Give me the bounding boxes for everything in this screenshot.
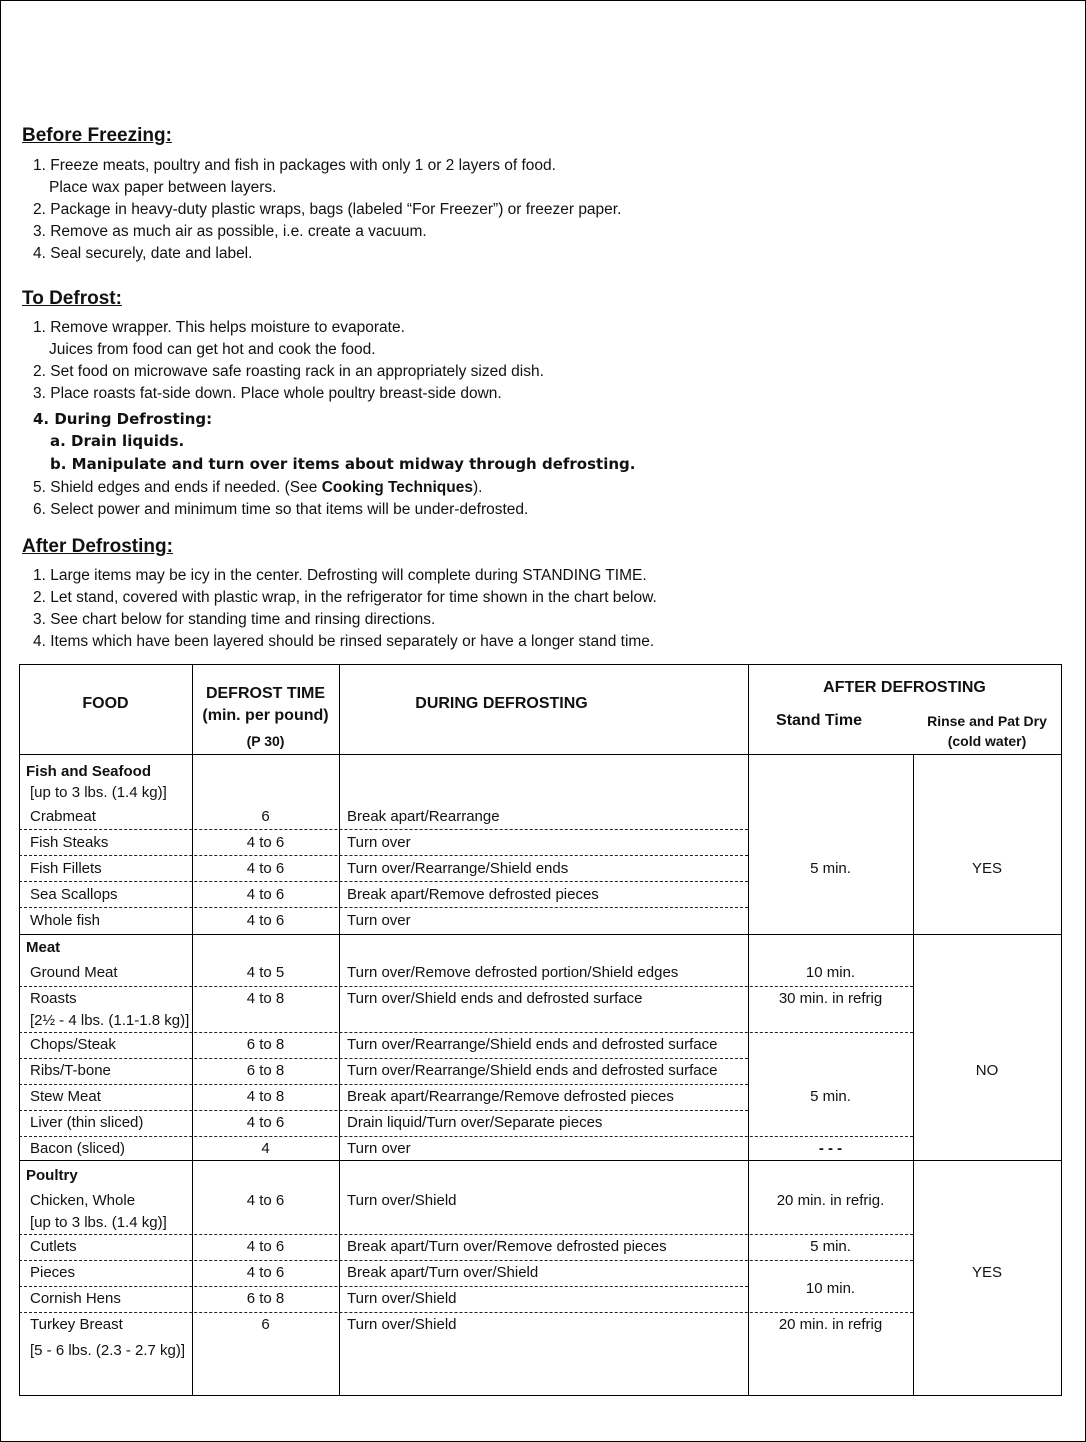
list-item: Place wax paper between layers. — [49, 179, 277, 196]
list-item: 3. See chart below for standing time and rinsing directions. — [33, 611, 436, 628]
food-note: [up to 3 lbs. (1.4 kg)] — [30, 1214, 167, 1231]
list-item: 1. Large items may be icy in the center. Defrosting will complete during STANDING TIME. — [33, 567, 647, 584]
action-cell: Turn over/Shield — [347, 1290, 457, 1307]
header-after: AFTER DEFROSTING — [823, 679, 986, 696]
list-item: 6. Select power and minimum time so that items will be under-defrosted. — [33, 501, 529, 518]
rinse-cell: YES — [971, 1264, 1002, 1281]
row-divider — [19, 1032, 913, 1033]
food-cell: Cutlets — [30, 1238, 77, 1255]
action-cell: Drain liquid/Turn over/Separate pieces — [347, 1114, 603, 1131]
action-cell: Turn over — [347, 912, 411, 929]
time-cell: 6 to 8 — [246, 1290, 285, 1307]
action-cell: Turn over/Rearrange/Shield ends and defrosted surface — [347, 1062, 718, 1079]
food-cell: Turkey Breast — [30, 1316, 123, 1333]
list-item: b. Manipulate and turn over items about midway through defrosting. — [50, 455, 636, 473]
section-note: [up to 3 lbs. (1.4 kg)] — [30, 784, 167, 801]
stand-time-cell: 5 min. — [810, 1088, 851, 1105]
section-divider — [19, 1160, 1061, 1161]
row-divider — [19, 1110, 748, 1111]
time-cell: 4 to 6 — [246, 912, 285, 929]
row-divider — [19, 1136, 913, 1137]
before-freezing-heading: Before Freezing: — [22, 125, 172, 146]
food-cell: Chicken, Whole — [30, 1192, 136, 1209]
list-item: 2. Package in heavy-duty plastic wraps, bags (labeled “For Freezer”) or freezer paper. — [33, 201, 622, 218]
header-stand-time: Stand Time — [776, 712, 862, 729]
action-cell: Break apart/Turn over/Shield — [347, 1264, 539, 1281]
food-cell: Cornish Hens — [30, 1290, 121, 1307]
header-rinse: Rinse and Pat Dry — [927, 713, 1047, 729]
header-divider — [19, 754, 1061, 755]
list-item: 2. Let stand, covered with plastic wrap, in the refrigerator for time shown in the chart below. — [33, 589, 657, 606]
stand-time-cell: 20 min. in refrig — [778, 1316, 883, 1333]
food-cell: Crabmeat — [30, 808, 96, 825]
row-divider — [19, 907, 748, 908]
row-divider — [19, 1312, 913, 1313]
row-divider — [19, 829, 748, 830]
food-note: [2½ - 4 lbs. (1.1-1.8 kg)] — [30, 1012, 190, 1029]
header-defrost-time: DEFROST TIME — [205, 685, 326, 702]
action-cell: Turn over/Shield — [347, 1192, 457, 1209]
list-item: 4. During Defrosting: — [33, 410, 213, 428]
time-cell: 4 to 6 — [246, 1264, 285, 1281]
list-item: 3. Remove as much air as possible, i.e. create a vacuum. — [33, 223, 427, 240]
time-cell: 6 to 8 — [246, 1036, 285, 1053]
row-divider — [19, 855, 748, 856]
food-cell: Whole fish — [30, 912, 101, 929]
header-during: DURING DEFROSTING — [415, 695, 588, 712]
time-cell: 4 to 8 — [246, 1088, 285, 1105]
time-cell: 4 to 6 — [246, 1192, 285, 1209]
section-title-fish: Fish and Seafood — [26, 763, 152, 780]
row-divider — [19, 1234, 913, 1235]
food-cell: Sea Scallops — [30, 886, 118, 903]
time-cell: 4 — [261, 1140, 270, 1157]
food-cell: Stew Meat — [30, 1088, 101, 1105]
action-cell: Turn over — [347, 834, 411, 851]
row-divider — [19, 986, 913, 987]
row-divider — [19, 881, 748, 882]
action-cell: Break apart/Rearrange — [347, 808, 500, 825]
section-divider — [19, 934, 1061, 935]
list-item: a. Drain liquids. — [50, 432, 185, 450]
action-cell: Break apart/Remove defrosted pieces — [347, 886, 599, 903]
food-cell: Roasts — [30, 990, 77, 1007]
time-cell: 4 to 6 — [246, 1114, 285, 1131]
header-defrost-unit: (min. per pound) — [202, 707, 329, 724]
header-defrost-power: (P 30) — [246, 733, 285, 749]
action-cell: Turn over/Shield ends and defrosted surface — [347, 990, 643, 1007]
header-rinse-note: (cold water) — [947, 733, 1027, 749]
action-cell: Turn over/Rearrange/Shield ends — [347, 860, 569, 877]
row-divider — [19, 1260, 913, 1261]
action-cell: Turn over/Shield — [347, 1316, 457, 1333]
time-cell: 6 to 8 — [246, 1062, 285, 1079]
list-item: 1. Remove wrapper. This helps moisture to evaporate. — [33, 319, 405, 336]
action-cell: Turn over/Remove defrosted portion/Shield edges — [347, 964, 679, 981]
section-title-poultry: Poultry — [26, 1167, 78, 1184]
list-item: 2. Set food on microwave safe roasting rack in an appropriately sized dish. — [33, 363, 544, 380]
time-cell: 4 to 6 — [246, 860, 285, 877]
header-food: FOOD — [82, 695, 129, 712]
stand-time-cell: 20 min. in refrig. — [776, 1192, 885, 1209]
action-cell: Break apart/Rearrange/Remove defrosted pieces — [347, 1088, 674, 1105]
cooking-techniques-ref: Cooking Techniques — [321, 479, 473, 496]
list-item: 1. Freeze meats, poultry and fish in packages with only 1 or 2 layers of food. — [33, 157, 556, 174]
rinse-cell: YES — [971, 860, 1002, 877]
time-cell: 4 to 6 — [246, 1238, 285, 1255]
food-cell: Ground Meat — [30, 964, 118, 981]
food-cell: Bacon (sliced) — [30, 1140, 126, 1157]
row-divider — [19, 1084, 748, 1085]
food-cell: Ribs/T-bone — [30, 1062, 111, 1079]
food-cell: Fish Fillets — [30, 860, 102, 877]
time-cell: 4 to 6 — [246, 834, 285, 851]
food-note: [5 - 6 lbs. (2.3 - 2.7 kg)] — [30, 1342, 186, 1359]
stand-time-cell: 10 min. — [805, 1280, 856, 1297]
stand-time-cell: 5 min. — [810, 860, 851, 877]
list-item: 4. Seal securely, date and label. — [33, 245, 253, 262]
list-item: 3. Place roasts fat-side down. Place whole poultry breast-side down. — [33, 385, 502, 402]
after-defrosting-heading: After Defrosting: — [22, 536, 173, 557]
stand-time-cell: 30 min. in refrig — [778, 990, 883, 1007]
to-defrost-heading: To Defrost: — [22, 288, 122, 309]
action-cell: Turn over — [347, 1140, 411, 1157]
time-cell: 4 to 5 — [246, 964, 285, 981]
section-title-meat: Meat — [26, 939, 61, 956]
food-cell: Fish Steaks — [30, 834, 109, 851]
action-cell: Turn over/Rearrange/Shield ends and defrosted surface — [347, 1036, 718, 1053]
rinse-cell: NO — [975, 1062, 999, 1079]
time-cell: 6 — [261, 808, 270, 825]
list-item: 4. Items which have been layered should be rinsed separately or have a longer stand time. — [33, 633, 655, 650]
food-cell: Liver (thin sliced) — [30, 1114, 144, 1131]
stand-time-cell: 5 min. — [810, 1238, 851, 1255]
time-cell: 4 to 6 — [246, 886, 285, 903]
food-cell: Pieces — [30, 1264, 76, 1281]
food-cell: Chops/Steak — [30, 1036, 116, 1053]
stand-time-cell: 10 min. — [805, 964, 856, 981]
time-cell: 4 to 8 — [246, 990, 285, 1007]
row-divider — [19, 1058, 748, 1059]
stand-time-cell: - - - — [818, 1140, 843, 1157]
time-cell: 6 — [261, 1316, 270, 1333]
action-cell: Break apart/Turn over/Remove defrosted pieces — [347, 1238, 667, 1255]
list-item: Juices from food can get hot and cook the food. — [49, 341, 376, 358]
row-divider — [19, 1286, 748, 1287]
list-item: 5. Shield edges and ends if needed. (See Cooking Techniques). — [33, 479, 483, 496]
